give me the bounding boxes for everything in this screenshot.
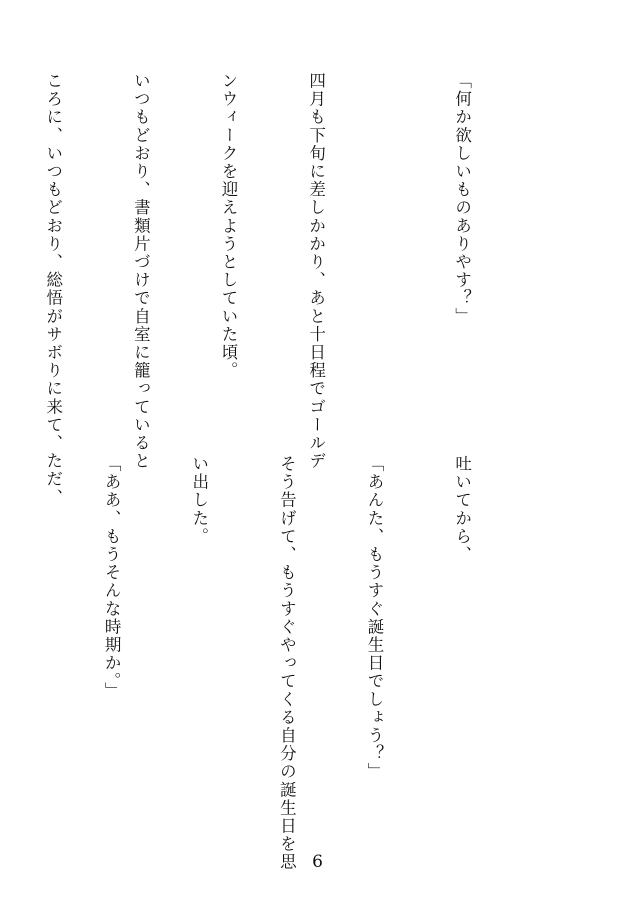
text-line: 吐いてから、 — [452, 455, 472, 564]
text-line: 「あんた、もうすぐ誕生日でしょう？」 — [364, 455, 384, 781]
text-line: 「ああ、もうそんな時期か。」 — [102, 455, 122, 701]
lower-text-block — [0, 455, 535, 872]
text-line: い出した。 — [189, 455, 209, 546]
text-line: そう告げて、もうすぐやってくる自分の誕生日を思 — [277, 455, 297, 872]
page-number: 6 — [312, 852, 323, 872]
text-line: ころに、いつもどおり、総悟がサボりに来て、ただ、 — [43, 72, 63, 507]
text-line: ンウィークを迎えようとしていた頃。 — [218, 72, 238, 380]
text-line: 四月も下旬に差しかかり、あと十日程でゴールデ — [306, 72, 326, 471]
text-line: いつもどおり、書類片づけで自室に籠っていると — [131, 72, 151, 471]
text-line: 「何か欲しいものありやす？」 — [452, 72, 472, 326]
